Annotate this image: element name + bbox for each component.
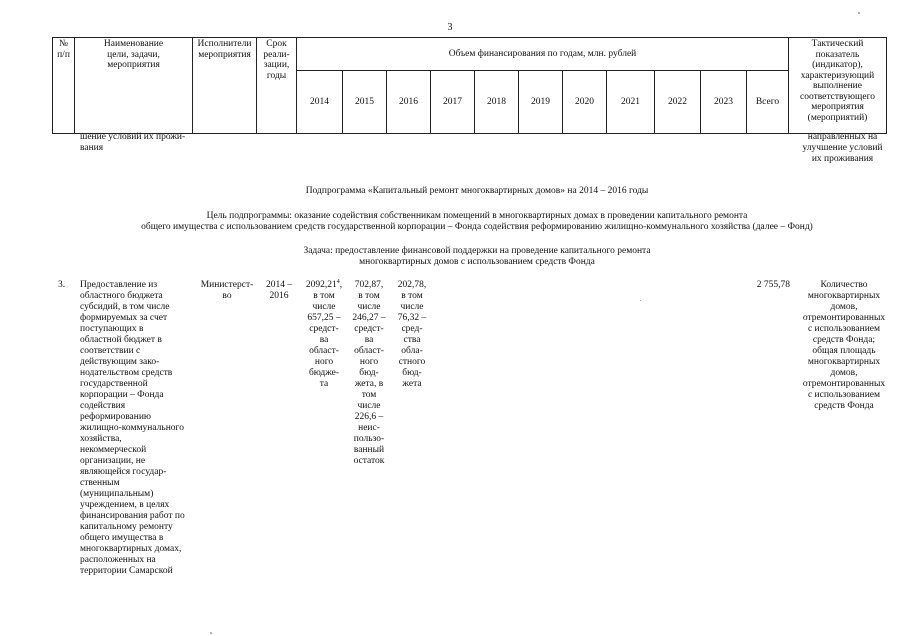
header-indicator: Тактический показатель (индикатор), характеризующий выполнение соответствующего мероприятия (мероприятий) bbox=[789, 38, 887, 134]
header-year-2020: 2020 bbox=[563, 71, 607, 134]
header-year-2019: 2019 bbox=[519, 71, 563, 134]
continuation-left: шение условий их прожи- вания bbox=[80, 132, 186, 153]
goal-line-1: Цель подпрограммы: оказание содействия собственникам помещений в многоквартирных домах в проведении капитального ремонта bbox=[206, 211, 748, 221]
footnote-ref: 4 bbox=[336, 278, 340, 285]
subprogram-title: Подпрограмма «Капитальный ремонт многоквартирных домов» на 2014 – 2016 годы bbox=[305, 186, 649, 196]
header-num: № п/п bbox=[53, 38, 75, 134]
scan-speck bbox=[210, 632, 212, 634]
header-funding: Объем финансирования по годам, млн. рублей bbox=[297, 38, 789, 71]
header-year-2023: 2023 bbox=[701, 71, 747, 134]
row-2014-value bbox=[300, 280, 348, 390]
task-line-2: многоквартирных домов с использованием средств Фонда bbox=[359, 257, 595, 267]
header-year-2017: 2017 bbox=[431, 71, 475, 134]
header-table bbox=[52, 37, 887, 134]
page-number: 3 bbox=[447, 22, 453, 33]
row-term: 2014 – 2016 bbox=[265, 280, 293, 301]
header-executor: Исполнители мероприятия bbox=[193, 38, 257, 134]
row-2014-amount: 2092,21 bbox=[305, 280, 337, 290]
header-total: Всего bbox=[747, 71, 789, 134]
row-name: Предоставление из областного бюджета субсидий, в том числе формируемых за счет поступающих в областной бюджет в соответствии с действующим зако- нодательством средств государственной корпорации – Фонда содействия реформированию жилищно-коммунального хозяйства, некоммерческой организации, не являющейся государ- ственным (муниципальным) учреждением, в целях финансирования работ по капитальному ремонту общего имущества в многоквартирных домах, расположенных на территории Самарской bbox=[80, 280, 185, 576]
header-year-2018: 2018 bbox=[475, 71, 519, 134]
scan-speck bbox=[858, 12, 860, 14]
header-term: Срок реали- зации, годы bbox=[257, 38, 297, 134]
header-year-2021: 2021 bbox=[607, 71, 655, 134]
row-executor: Министерст- во bbox=[200, 280, 254, 301]
row-indicator: Количество многоквартирных домов, отремонтированных с использованием средств Фонда; общая площадь многоквартирных домов, отремонтированных с использованием средств Фонда bbox=[802, 280, 886, 411]
header-year-2016: 2016 bbox=[387, 71, 431, 134]
header-year-2022: 2022 bbox=[655, 71, 701, 134]
row-2015-value: 702,87, в том числе 246,27 – средст- ва област- ного бюд- жета, в том числе 226,6 – неис- пользо- ванный остаток bbox=[352, 280, 386, 466]
row-total: 2 755,78 bbox=[756, 280, 790, 290]
header-year-2014: 2014 bbox=[297, 71, 343, 134]
continuation-right: направленных на улучшение условий их проживания bbox=[802, 132, 883, 164]
task-line-1: Задача: предоставление финансовой поддержки на проведение капитального ремонта bbox=[303, 246, 651, 256]
row-number: 3. bbox=[58, 280, 66, 290]
row-2014-details: , в том числе 657,25 – средст- ва област- ного бюдже- та bbox=[307, 280, 343, 389]
header-name: Наименование цели, задачи, мероприятия bbox=[75, 38, 193, 134]
scan-speck bbox=[640, 300, 641, 301]
header-year-2015: 2015 bbox=[343, 71, 387, 134]
goal-line-2: общего имущества с использованием средств государственной корпорации – Фонда содействия реформированию жилищно-коммунального хозяйства (далее – Фонд) bbox=[141, 222, 813, 232]
row-2016-value: 202,78, в том числе 76,32 – сред- ства обла- стного бюд- жета bbox=[397, 280, 427, 389]
